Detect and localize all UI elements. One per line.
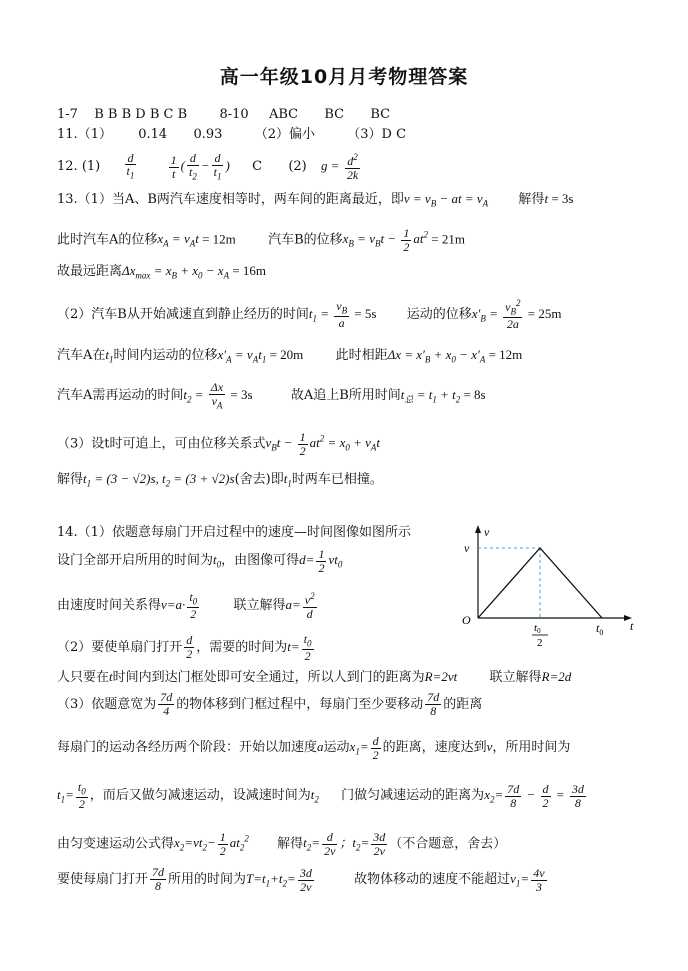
q13-text-2a: 此时汽车A的位移 xyxy=(57,232,158,248)
q13-formula-4a: $t_1$ = $\frac{v_B}{a}$ xyxy=(308,299,348,331)
q14-text-9b: 解得 xyxy=(277,836,304,852)
q13-line-7 xyxy=(57,424,380,463)
q11-value-1: 0.14 xyxy=(138,127,168,142)
q14-formula-5a: R=2vt xyxy=(424,669,458,684)
q14-text-5c: 联立解得 xyxy=(489,670,542,685)
choice-answer-8: ABC xyxy=(268,107,299,122)
q13-formula-5b: $\Delta x = x'_B + x_0 - x'_A$ xyxy=(387,347,486,365)
q14-formula-3b: a= $\frac{v^2}{d}$ xyxy=(285,590,315,621)
q14-text-9a: 由匀变速运动公式得 xyxy=(57,836,175,852)
q13-text-4b: 运动的位移 xyxy=(406,307,472,322)
q14-formula-2: d= $\frac{1}{2}$ $vt_0$ xyxy=(299,546,343,575)
choice-range-1: 1-7 xyxy=(57,107,78,122)
choice-answers xyxy=(57,106,390,124)
q14-formula-10b: $v_1=$ $\frac{4v}{3}$ xyxy=(510,865,545,894)
velocity-time-graph xyxy=(448,522,648,652)
q14-text-3b: 联立解得 xyxy=(233,598,286,613)
q14-line-7: 每扇门的运动各经历两个阶段：开始以加速度a运动$x_1=$ $\frac{d}{2}$ 的距离，速度达到v，所用时间为 xyxy=(57,733,571,762)
v-axis-arrow xyxy=(475,525,481,533)
q14-text-10b: 所用的时间为 xyxy=(168,872,247,887)
page-title: 高一年级10月月考物理答案 xyxy=(219,66,469,88)
q14-formula-8b: $x_2=$ $\frac{7d}{8}$ − $\frac{d}{2}$ = $\frac{3d}{8}$ xyxy=(484,781,584,810)
q14-text-1: 14.（1）依题意每扇门开启过程中的速度—时间图像如图所示 xyxy=(57,525,411,540)
q12-formula-1: $\frac{d}{t_1}$ xyxy=(126,150,135,181)
q14-line-6: （3）依题意宽为 $\frac{7d}{4}$ 的物体移到门框过程中，每扇门至少要移动 $\frac{7d}{8}$ 的距离 xyxy=(57,690,483,718)
q14-text-7c: 的距离，速度达到 xyxy=(382,740,487,755)
t0-half-numerator xyxy=(534,622,541,635)
q14-text-2: 设门全部开启所用的时间为 xyxy=(57,553,214,568)
q13-text-8b: (舍去)即 xyxy=(234,472,284,487)
q13-text-8c: 时两车已相撞。 xyxy=(291,472,383,487)
q14-text-7: 每扇门的运动各经历两个阶段：开始以加速度 xyxy=(57,740,318,755)
q13-text-5a: 汽车A在 xyxy=(57,348,106,363)
q14-text-10c: 故物体移动的速度不能超过 xyxy=(354,872,511,887)
q14-formula-8a: $t_1=$ $\frac{t_0}{2}$ xyxy=(57,780,86,812)
q14-formula-5b: R=2d xyxy=(541,669,572,684)
q13-text-5b: 时间内运动的位移 xyxy=(113,348,218,363)
q12-part2-label: (2) xyxy=(288,159,307,174)
q14-text-4: （2）要使单扇门打开 xyxy=(57,640,183,655)
q13-formula-2b: $x_B = v_Bt$ − $\frac{1}{2}$ $at^2$ xyxy=(342,226,428,254)
q14-formula-10a: $T=t_1+t_2=$ $\frac{3d}{2v}$ xyxy=(246,865,312,894)
q14-line-2: 设门全部开启所用的时间为$t_0$，由图像可得d= $\frac{1}{2}$ $vt_0$ xyxy=(57,546,343,575)
q14-line-9 xyxy=(57,822,506,865)
q12-part1-label: (1) xyxy=(81,159,101,174)
choice-answer-10: BC xyxy=(370,107,391,122)
q13-formula-2a: $x_A = v_At$ xyxy=(157,231,199,249)
q13-text-5c: 此时相距 xyxy=(335,348,388,363)
q13-text-8a: 解得 xyxy=(57,472,84,487)
q14-text-6b: 的物体移到门框过程中，每扇门至少要移动 xyxy=(176,697,424,712)
q13-formula-3: $\Delta x_{max} = x_B + x_0 - x_A$ xyxy=(122,263,230,281)
q13-line-3: 故最远距离$\Delta x_{max} = x_B + x_0 - x_A = 16m$ xyxy=(57,263,267,281)
q13-formula-6a: $t_2$ = $\frac{\Delta x}{v_A}$ xyxy=(183,380,224,411)
q14-line-5: 人只要在t时间内到达门框处即可安全通过，所以人到门的距离为R=2vt 联立解得R=2d xyxy=(57,669,572,685)
t0-half-subscript: 0 xyxy=(537,627,541,635)
q14-line-10: 要使每扇门打开 $\frac{7d}{8}$ 所用的时间为$T=t_1+t_2=$ $\frac{3d}{2v}$ 故物体移动的速度不能超过$v_1=$ $\frac{4v}{3}$ xyxy=(57,862,549,901)
q14-formula-9b: $t_2=$ $\frac{d}{2v}$ ；$t_2=$ $\frac{3d}{2v}$ xyxy=(303,830,386,858)
q13-line-8: 解得$t_1 = (3 - √2)s$, $t_2 = (3 + √2)s$(舍去)即$t_1$时两车已相撞。 xyxy=(57,471,383,489)
q14-text-6a: （3）依题意宽为 xyxy=(57,697,157,712)
q14-text-8b: ，而后又做匀减速运动，设减速时间为 xyxy=(89,788,311,803)
q14-text-5: 人只要在 xyxy=(57,670,110,685)
q14-formula-3a: v=a· $\frac{t_0}{2}$ xyxy=(161,590,198,622)
q11-answer xyxy=(57,126,406,144)
choice-range-2: 8-10 xyxy=(219,107,249,122)
q13-line-6: 汽车A需再运动的时间$t_2$ = $\frac{\Delta x}{v_A}$ = 3s 故A追上B所用时间$t_总 = t_1 + t_2 = 8s$ xyxy=(57,380,486,411)
q14-line-1 xyxy=(57,524,411,542)
q13-text-6b: 故A追上B所用时间 xyxy=(290,388,401,403)
q11-number: 11. xyxy=(57,127,78,142)
q12-formula-3: g = $\frac{d^2}{2k}$ xyxy=(321,151,359,182)
q13-text-3: 故最远距离 xyxy=(57,264,123,279)
q13-line-4: （2）汽车B从开始减速直到静止经历的时间$t_1$ = $\frac{v_B}{a}$ = 5s 运动的位移$x'_B$ = $\frac{v_B^2}{2a}$ = 25m xyxy=(57,298,562,332)
q14-text-6c: 的距离 xyxy=(443,697,483,712)
q13-line-5: 汽车A在$t_1$时间内运动的位移$x'_A = v_At_1 = 20m$ 此时相距$\Delta x = x'_B + x_0 - x'_A = 12m$ xyxy=(57,347,523,365)
q14-text-7d: ，所用时间为 xyxy=(492,740,571,755)
t0-label xyxy=(596,621,603,637)
q13-solve-label: 解得 xyxy=(518,192,545,207)
q13-formula-6b: $t_总 = t_1 + t_2$ xyxy=(400,387,461,405)
q13-result-t: t xyxy=(544,191,549,206)
q14-text-8c: 门做匀减速运动的距离为 xyxy=(341,788,485,803)
q13-formula-4b: $x'_B$ = $\frac{v_B^2}{2a}$ xyxy=(471,298,521,332)
q14-formula-9a: $x_2=vt_2-$ $\frac{1}{2}$ $at_2^2$ xyxy=(174,830,249,858)
q11-part3: （3）D C xyxy=(347,127,407,142)
q14-line-8: $t_1=$ $\frac{t_0}{2}$ ，而后又做匀减速运动，设减速时间为$t_2$ 门做匀减速运动的距离为$x_2=$ $\frac{7d}{8}$ − $\frac{d}{2}$ = $\frac{3d}{8}$ xyxy=(57,778,588,817)
q13-text-2b: 汽车B的位移 xyxy=(268,232,343,248)
q14-text-7b: 运动 xyxy=(323,740,350,755)
q13-text-4a: （2）汽车B从开始减速直到静止经历的时间 xyxy=(57,307,309,322)
t0-letter: t xyxy=(596,621,600,635)
q14-text-4b: ，需要的时间为 xyxy=(196,640,288,655)
t-axis-label: t xyxy=(630,619,634,633)
v-value-label: v xyxy=(464,541,470,555)
q14-line-3 xyxy=(57,588,319,623)
q11-value-2: 0.93 xyxy=(193,127,223,142)
q14-text-2b: ，由图像可得 xyxy=(221,553,300,568)
q13-text-6a: 汽车A需再运动的时间 xyxy=(57,388,184,403)
t0-half-letter: t xyxy=(534,622,538,634)
q12-answer xyxy=(57,148,362,185)
q13-formula-8: $t_1 = (3 - √2)s$, $t_2 = (3 + √2)s$ xyxy=(83,471,235,489)
q12-formula-2: $\frac{1}{t}$ ( $\frac{d}{t_2}$ − $\frac{d}{t_1}$ ) xyxy=(170,151,230,182)
choice-answers-1: B B B D B C B xyxy=(94,107,188,122)
q14-line-4: （2）要使单扇门打开 $\frac{d}{2}$ ，需要的时间为t= $\frac{t_0}{2}$ xyxy=(57,630,316,665)
q13-line-1: 13.（1）当A、B两汽车速度相等时，两车间的距离最近，即$v = v_B$ − at = $v_A$ 解得t = 3s xyxy=(57,191,574,209)
q14-text-5b: 时间内到达门框处即可安全通过，所以人到门的距离为 xyxy=(112,670,425,685)
q13-formula-5a: $x'_A = v_At_1$ xyxy=(217,347,267,365)
choice-answer-9: BC xyxy=(324,107,345,122)
q13-formula-7: $v_Bt$ − $\frac{1}{2}$ $at^2 = x_0 + v_At$ xyxy=(265,430,381,458)
q11-part2: （2）偏小 xyxy=(254,127,315,142)
q13-line-2: 此时汽车A的位移$x_A = v_At = 12m$ 汽车B的位移$x_B = v_Bt$ − $\frac{1}{2}$ $at^2 = 21m$ xyxy=(57,226,465,254)
q14-formula-4: t= $\frac{t_0}{2}$ xyxy=(287,632,312,664)
q13-text-7: （3）设t时可追上，可由位移关系式 xyxy=(57,436,266,452)
t0-subscript: 0 xyxy=(599,628,604,637)
t0-half-denominator: 2 xyxy=(537,637,543,649)
velocity-curve xyxy=(478,548,602,618)
q12-choice: C xyxy=(252,159,263,174)
origin-label: O xyxy=(462,613,471,627)
q14-formula-7: $x_1=$ $\frac{d}{2}$ xyxy=(349,733,379,762)
q11-part1-label: （1） xyxy=(77,127,112,142)
v-axis-label: v xyxy=(484,525,490,539)
q12-number: 12. xyxy=(57,159,78,174)
q14-text-9c: （不合题意，舍去） xyxy=(389,836,507,852)
q14-text-3: 由速度时间关系得 xyxy=(57,598,162,613)
q13-formula-1: $v = v_B$ − at = $v_A$ xyxy=(403,191,489,209)
q14-text-10a: 要使每扇门打开 xyxy=(57,872,149,887)
q13-text-1: 13.（1）当A、B两汽车速度相等时，两车间的距离最近，即 xyxy=(57,192,404,207)
